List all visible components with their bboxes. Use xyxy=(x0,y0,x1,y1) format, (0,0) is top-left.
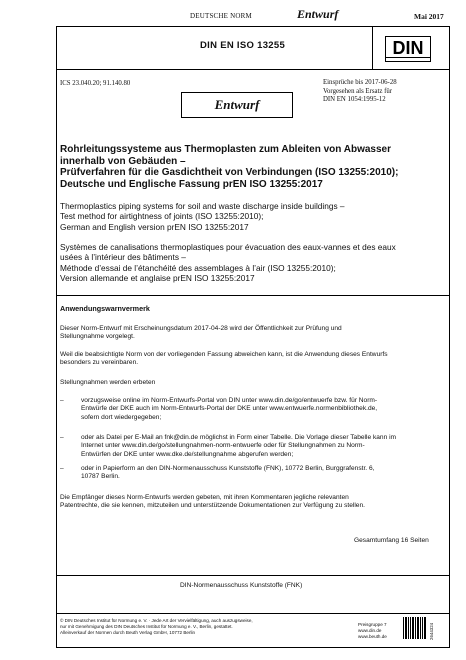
bullet-dash: – xyxy=(60,397,64,404)
bullet-email xyxy=(81,434,447,459)
ics-code: ICS 23.040.20; 91.140.80 xyxy=(60,80,131,87)
barcode-icon xyxy=(403,617,427,639)
document-number: DIN EN ISO 13255 xyxy=(200,40,286,51)
text-line: Entwürfen der DKE unter www.dke.de/stellungnahme abgerufen werden; xyxy=(81,450,294,458)
header-divider xyxy=(56,69,450,70)
french-title-line: Systèmes de canalisations thermoplastiques pour évacuation des eaux-vannes et des eaux xyxy=(60,242,396,252)
din-logo xyxy=(385,36,431,62)
text-line: Alleinverkauf der Normen durch Beuth Verlag GmbH, 10772 Berlin xyxy=(60,629,196,635)
text-line: vorzugsweise online im Norm-Entwurfs-Portal von DIN unter www.din.de/go/entwuerfe bzw. für Norm- xyxy=(81,397,378,404)
din-logo-text: DIN xyxy=(392,38,424,58)
text-line: Weil die beabsichtigte Norm von der vorliegenden Fassung abweichen kann, ist die Anwendung dieses Entwurfs xyxy=(60,351,388,358)
replacement-note: Vorgesehen als Ersatz für xyxy=(323,87,393,95)
notice-paragraph-2 xyxy=(60,351,446,368)
bullet-paper xyxy=(81,465,447,482)
text-line: © DIN Deutsches Institut für Normung e. V. · Jede Art der Vervielfältigung, auch auszugsweise, xyxy=(60,618,253,623)
german-title-line: innerhalb von Gebäuden – xyxy=(60,155,186,167)
german-title-line: Rohrleitungssysteme aus Thermoplasten zum Ableiten von Abwasser xyxy=(60,144,392,155)
text-line: sofern dort wiedergegeben; xyxy=(81,413,162,421)
french-title xyxy=(60,242,446,283)
text-line: nur mit Genehmigung des DIN Deutsches Institut für Normung e. V., Berlin, gestattet. xyxy=(60,623,233,629)
text-line: oder in Papierform an den DIN-Normenausschuss Kunststoffe (FNK), 10772 Berlin, Burggrafenstr. 6, xyxy=(81,465,375,472)
price-info xyxy=(358,622,387,639)
text-line: Patentrechte, die sie kennen, mitzuteilen und unterstützende Dokumentationen zur Verfügung zu stellen. xyxy=(60,502,365,510)
text-line: 10787 Berlin. xyxy=(81,473,120,481)
objection-deadline: Einsprüche bis 2017-06-28 xyxy=(323,79,397,86)
german-title xyxy=(60,144,446,190)
header-status: Entwurf xyxy=(297,7,339,21)
english-title xyxy=(60,201,446,232)
french-title-line: Version allemande et anglaise prEN ISO 13255:2017 xyxy=(60,272,255,283)
text-line: oder als Datei per E-Mail an fnk@din.de möglichst in Form einer Tabelle. Die Vorlage dieser Tabelle kann im xyxy=(81,434,397,441)
english-title-line: German and English version prEN ISO 13255:2017 xyxy=(60,221,249,232)
committee-divider xyxy=(56,575,450,576)
french-title-line: Méthode d’essai de l’étanchéité des assemblages à l’air (ISO 13255:2010); xyxy=(60,262,336,273)
english-title-line: Thermoplastics piping systems for soil and waste discharge inside buildings – xyxy=(60,201,345,211)
document-id: 2644324 xyxy=(429,622,434,640)
objection-info xyxy=(323,79,397,105)
text-line: Dieser Norm-Entwurf mit Erscheinungsdatum 2017-04-28 wird der Öffentlichkeit zur Prüfung und xyxy=(60,325,342,332)
notice-heading: Anwendungswarnvermerk xyxy=(60,304,150,313)
price-group: Preisgruppe 7 xyxy=(358,622,387,627)
notice-paragraph-3: Stellungnahmen werden erbeten xyxy=(60,379,156,386)
notice-paragraph-1 xyxy=(60,325,446,342)
bullet-online xyxy=(81,397,447,422)
notice-paragraph-4 xyxy=(60,494,446,511)
text-line: Stellungnahme vorgelegt. xyxy=(60,333,135,341)
header-institution: DEUTSCHE NORM xyxy=(190,12,252,20)
text-line: Internet unter www.din.de/go/stellungnahmen-norm-entwuerfe oder für Stellungnahmen zu Norm- xyxy=(81,442,365,450)
english-title-line: Test method for airtightness of joints (ISO 13255:2010); xyxy=(60,211,264,222)
replaced-document: DIN EN 1054:1995-12 xyxy=(323,96,386,103)
bullet-dash: – xyxy=(60,434,64,441)
text-line: Die Empfänger dieses Norm-Entwurfs werden gebeten, mit ihren Kommentaren jegliche relevanten xyxy=(60,494,349,501)
notice-divider xyxy=(56,295,450,296)
copyright-notice xyxy=(60,618,350,635)
footer-divider xyxy=(56,613,450,614)
logo-divider xyxy=(372,26,373,69)
bullet-dash: – xyxy=(60,465,64,472)
draft-label: Entwurf xyxy=(181,92,293,118)
committee-name: DIN-Normenausschuss Kunststoffe (FNK) xyxy=(180,582,303,589)
din-website: www.din.de xyxy=(358,627,382,633)
beuth-website: www.beuth.de xyxy=(358,633,387,639)
page-count: Gesamtumfang 16 Seiten xyxy=(354,537,429,544)
german-title-line: Deutsche und Englische Fassung prEN ISO 13255:2017 xyxy=(60,178,323,190)
text-line: besonders zu vereinbaren. xyxy=(60,359,139,367)
french-title-line: usées à l’intérieur des bâtiments – xyxy=(60,252,186,263)
german-title-line: Prüfverfahren für die Gasdichtheit von Verbindungen (ISO 13255:2010); xyxy=(60,167,399,178)
text-line: Entwürfe der DKE auch im Norm-Entwurfs-Portal der DKE unter www.entwuerfe.normenbibliothek.de, xyxy=(81,405,378,413)
header-date: Mai 2017 xyxy=(414,12,444,21)
